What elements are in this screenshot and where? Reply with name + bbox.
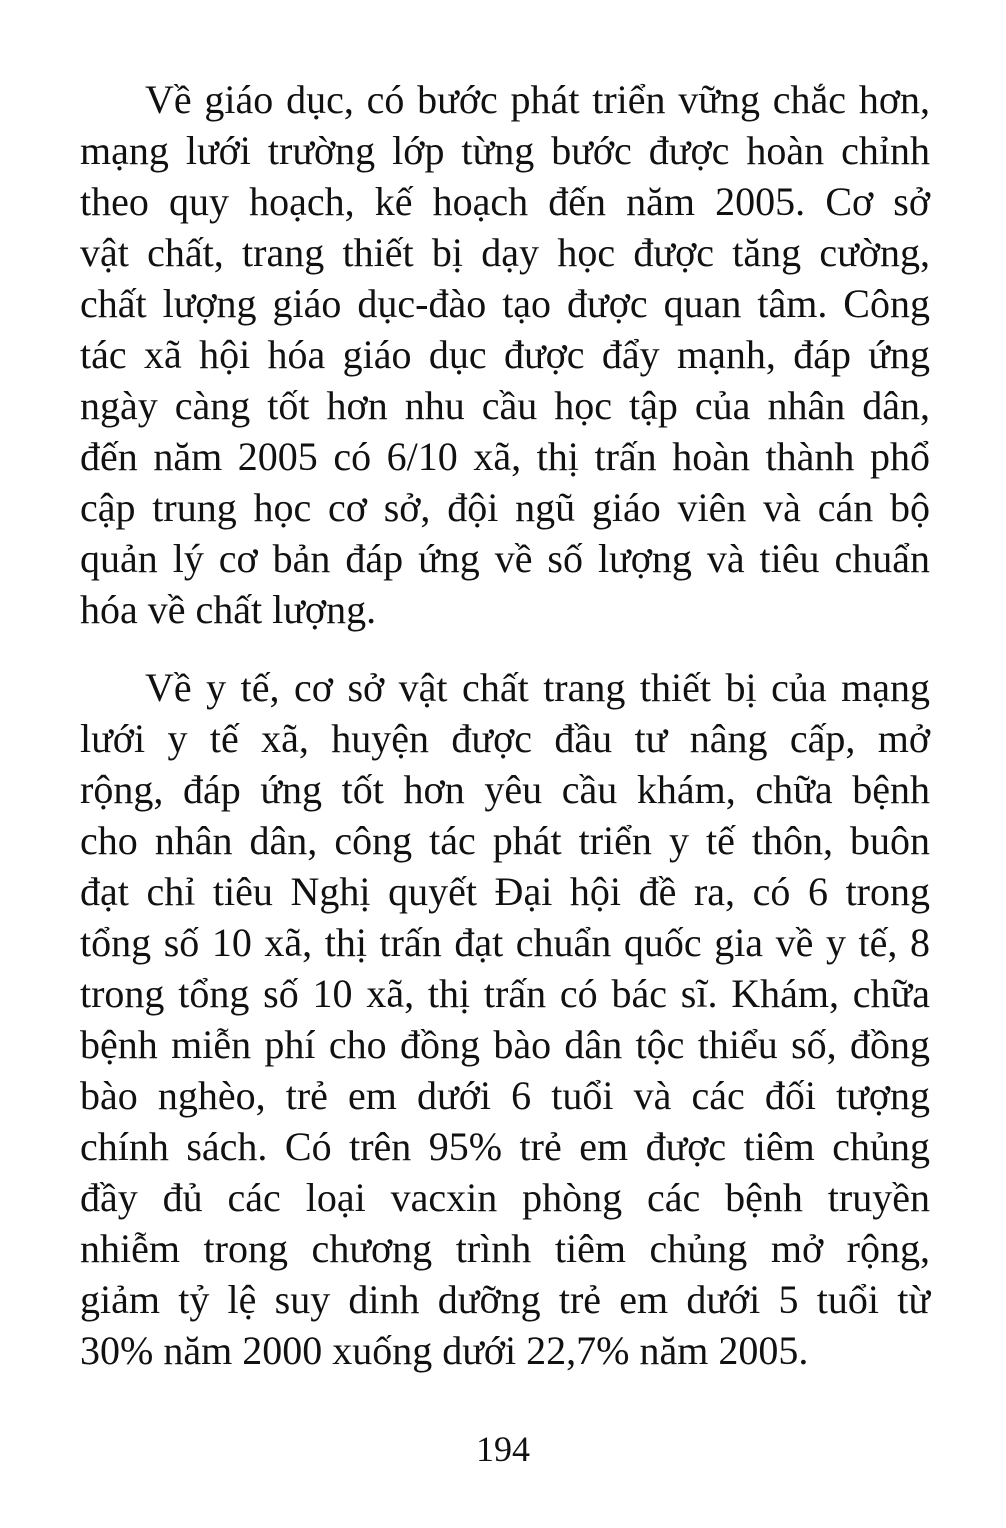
text-line: 30% năm 2000 xuống dưới 22,7% năm 2005. — [80, 1328, 809, 1373]
text-line: cho nhân dân, công tác phát triển y tế thôn, buôn — [80, 818, 930, 863]
text-line: giảm tỷ lệ suy dinh dưỡng trẻ em dưới 5 tuổi từ — [80, 1277, 930, 1322]
paragraph-health — [80, 662, 930, 1376]
text-line: bệnh miễn phí cho đồng bào dân tộc thiểu số, đồng — [80, 1022, 930, 1067]
page-number: 194 — [476, 1429, 530, 1469]
text-line: trong tổng số 10 xã, thị trấn có bác sĩ. Khám, chữa — [80, 971, 930, 1016]
text-line: quản lý cơ bản đáp ứng về số lượng và tiêu chuẩn — [80, 536, 930, 581]
text-line: nhiễm trong chương trình tiêm chủng mở rộng, — [80, 1226, 930, 1271]
text-line: lưới y tế xã, huyện được đầu tư nâng cấp, mở — [80, 716, 930, 761]
text-line: theo quy hoạch, kế hoạch đến năm 2005. Cơ sở — [80, 179, 930, 224]
text-line: chính sách. Có trên 95% trẻ em được tiêm chủng — [80, 1124, 930, 1169]
text-line: đạt chỉ tiêu Nghị quyết Đại hội đề ra, có 6 trong — [80, 869, 930, 914]
text-line: bào nghèo, trẻ em dưới 6 tuổi và các đối tượng — [80, 1073, 930, 1118]
text-line: chất lượng giáo dục-đào tạo được quan tâm. Công — [80, 281, 930, 326]
text-line: cập trung học cơ sở, đội ngũ giáo viên và cán bộ — [80, 485, 930, 530]
text-line: đầy đủ các loại vacxin phòng các bệnh truyền — [80, 1175, 930, 1220]
text-line: tổng số 10 xã, thị trấn đạt chuẩn quốc gia về y tế, 8 — [80, 920, 930, 965]
text-line: Về y tế, cơ sở vật chất trang thiết bị của mạng — [145, 665, 930, 710]
text-line: ngày càng tốt hơn nhu cầu học tập của nhân dân, — [80, 383, 930, 428]
text-line: tác xã hội hóa giáo dục được đẩy mạnh, đáp ứng — [80, 332, 930, 377]
text-line: đến năm 2005 có 6/10 xã, thị trấn hoàn thành phổ — [80, 434, 930, 479]
text-line: vật chất, trang thiết bị dạy học được tăng cường, — [80, 230, 930, 275]
text-line: Về giáo dục, có bước phát triển vững chắc hơn, — [145, 77, 930, 122]
text-line: mạng lưới trường lớp từng bước được hoàn chỉnh — [80, 128, 930, 173]
paragraph-education — [80, 74, 930, 635]
text-line: rộng, đáp ứng tốt hơn yêu cầu khám, chữa bệnh — [80, 767, 930, 812]
text-line: hóa về chất lượng. — [80, 587, 377, 632]
